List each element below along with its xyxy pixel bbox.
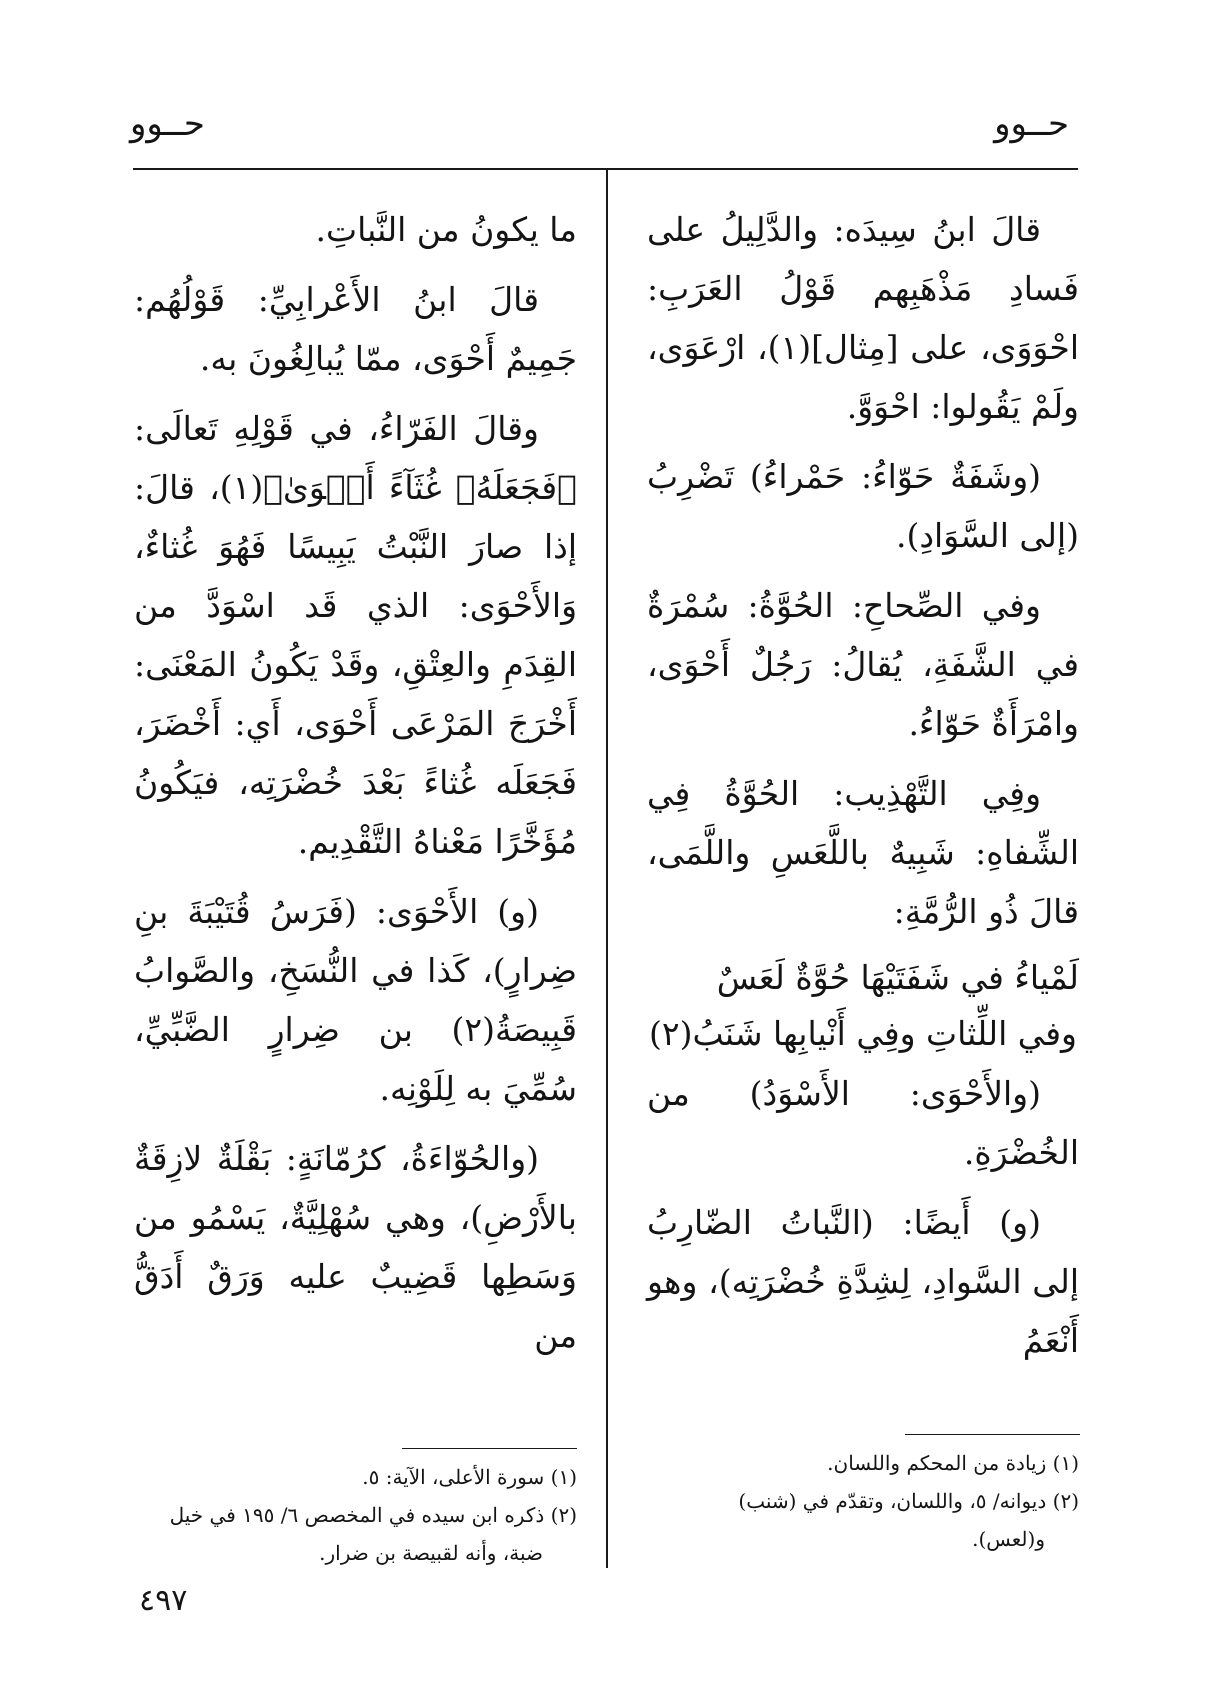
left-column — [134, 200, 577, 1376]
header-root-word-right: حــوو — [994, 104, 1069, 144]
footnote: (١) زيادة من المحكم واللسان. — [827, 1451, 1079, 1475]
paragraph: (و) أَيضًا: (النَّباتُ الضّارِبُ إلى السَّوادِ، لِشِدَّةِ خُضْرَتِه)، وهو أَنْعَمُ — [647, 1203, 1079, 1360]
paragraph: وقالَ الفَرّاءُ، في قَوْلِهِ تَعالَى: ﴿فَجَعَلَهُۥ غُثَآءً أَحۡوَىٰ﴾(١)، قالَ: إذا صارَ النَّبْتُ يَبِيسًا فَهُوَ غُثاءٌ، وَالأَحْوَى: الذي قَد اسْوَدَّ من القِدَمِ والعِتْقِ، وقَدْ يَكُونُ المَعْنَى: أَخْرَجَ المَرْعَى أَحْوَى، أَي: أَخْضَرَ، فَجَعَلَه غُثاءً بَعْدَ خُضْرَتِه، فيَكُونُ مُؤَخَّرًا مَعْناهُ التَّقْدِيم. — [134, 409, 577, 861]
footnote: (٢) ذكره ابن سيده في المخصص ٦/ ١٩٥ في خيل — [169, 1503, 577, 1527]
footnote-continuation: ضبة، وأنه لقبيصة بن ضرار. — [319, 1541, 543, 1565]
paragraph: (و) الأَحْوَى: (فَرَسُ قُتَيْبَةَ بنِ ضِرارٍ)، كَذا في النُّسَخِ، والصَّوابُ قَبِيصَةُ(٢) بن ضِرارٍ الضَّبِّيِّ، سُمِّيَ به لِلَوْنِه. — [134, 892, 577, 1108]
paragraph: ما يكونُ من النَّباتِ. — [315, 210, 577, 249]
column-divider — [606, 170, 608, 1568]
page-number: ٤٩٧ — [139, 1583, 188, 1618]
verse-line-first: لَمْياءُ في شَفَتَيْهَا حُوَّةٌ لَعَسٌ — [716, 958, 1079, 997]
header-root-word-left: حــوو — [130, 104, 205, 144]
footnote-continuation: و(لعس). — [972, 1527, 1045, 1551]
footnote-rule-left — [402, 1448, 577, 1449]
paragraph: وفي الصِّحاحِ: الحُوَّةُ: سُمْرَةٌ في الشَّفَةِ، يُقالُ: رَجُلٌ أَحْوَى، وامْرَأَةٌ حَوّاءُ. — [647, 586, 1079, 743]
verse-line-second: وفي اللِّثاتِ وفِي أَنْيابِها شَنَبُ(٢) — [649, 1014, 1077, 1053]
footnote-rule-right — [905, 1434, 1080, 1435]
footnotes-right — [647, 1444, 1079, 1558]
paragraph: (والأَحْوَى: الأَسْوَدُ) من الخُضْرَةِ. — [647, 1074, 1079, 1172]
footnotes-left — [134, 1458, 577, 1572]
paragraph: (والحُوّاءَةُ، كرُمّانَةٍ: بَقْلَةٌ لازِقَةٌ بالأَرْضِ)، وهي سُهْلِيَّةٌ، يَسْمُو من وَسَطِها قَضِيبٌ عليه وَرَقٌ أَدَقُّ من — [134, 1139, 577, 1355]
paragraph: وفِي التَّهْذِيب: الحُوَّةُ فِي الشِّفاهِ: شَبِيهٌ باللَّعَسِ واللَّمَى، قالَ ذُو الرُّمَّةِ: — [647, 774, 1079, 931]
paragraph: قالَ ابنُ الأَعْرابِيِّ: قَوْلُهُم: جَمِيمٌ أَحْوَى، ممّا يُبالِغُونَ به. — [134, 280, 577, 378]
footnote: (١) سورة الأعلى، الآية: ٥. — [362, 1465, 577, 1489]
paragraph: (وشَفَةٌ حَوّاءُ: حَمْراءُ) تَضْرِبُ (إلى السَّوَادِ). — [647, 457, 1079, 555]
paragraph: قالَ ابنُ سِيدَه: والدَّلِيلُ على فَسادِ مَذْهَبِهم قَوْلُ العَرَبِ: احْوَوَى، على [مِثال](١)، ارْعَوَى، ولَمْ يَقُولوا: احْوَوَّ. — [647, 210, 1080, 426]
right-column — [647, 200, 1079, 1381]
footnote: (٢) ديوانه/ ٥، واللسان، وتقدّم في (شنب) — [738, 1489, 1079, 1513]
